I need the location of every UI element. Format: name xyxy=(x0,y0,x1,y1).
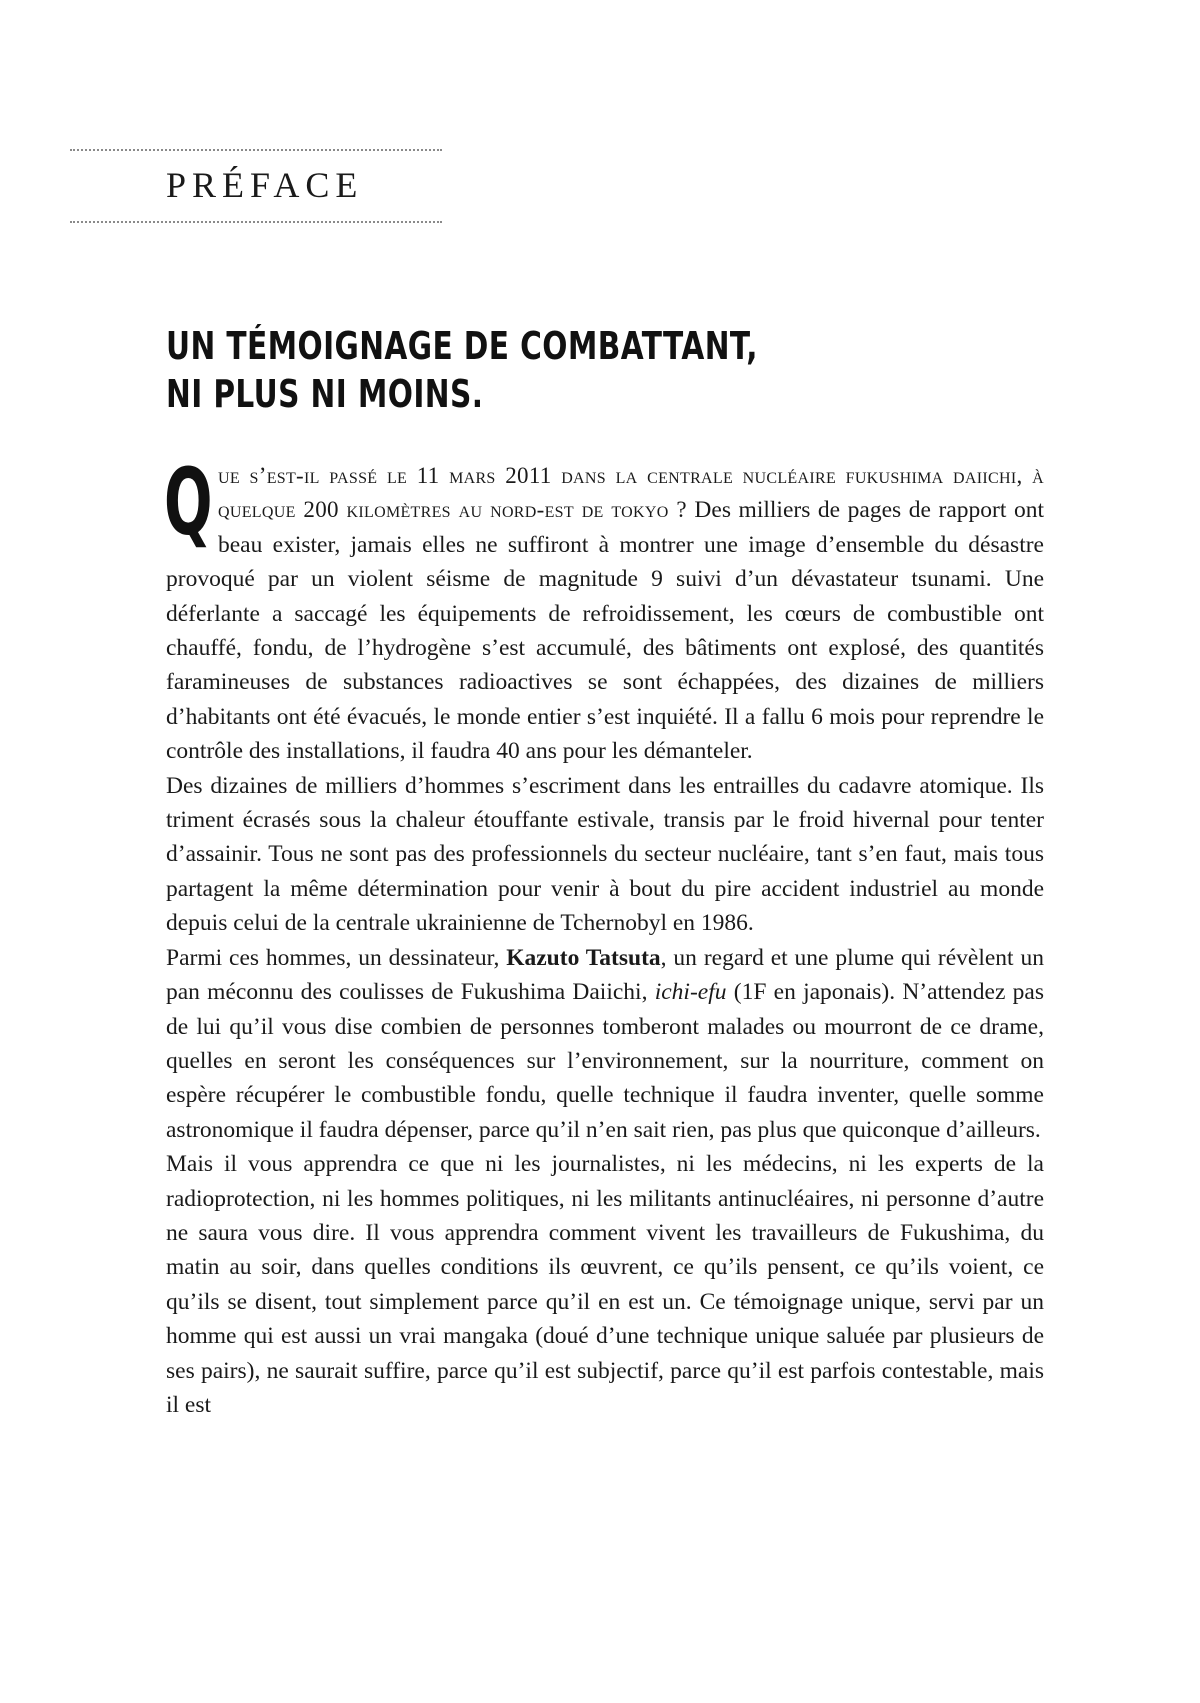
chapter-headline xyxy=(166,322,868,418)
paragraph-2: Des dizaines de milliers d’hommes s’escriment dans les entrailles du cadavre atomique. Ils triment écrasés sous la chaleur étouffante estivale, transis par le froid hivernal pour tenter d’assainir. Tous ne sont pas des professionnels du secteur nucléaire, tant s’en faut, mais tous partagent la même détermination pour venir à bout du pire accident industriel au monde depuis celui de la centrale ukrainienne de Tchernobyl en 1986. xyxy=(166,772,1044,937)
headline-line-1: UN TÉMOIGNAGE DE COMBATTANT, xyxy=(166,324,758,368)
paragraph-3-after: (1F en japonais). N’attendez pas de lui qu’il vous dise combien de personnes tomberont malades ou mourront de ce drame, quelles en seront les conséquences sur l’environnement, sur la nourriture, comment on espère récupérer le combustible fondu, quelle technique il faudra inventer, quelle somme astronomique il faudra dépenser, parce qu’il n’en sait rien, pas plus que quiconque d’ailleurs. xyxy=(166,979,1044,1143)
paragraph-3-before: Parmi ces hommes, un dessinateur, xyxy=(166,944,507,971)
author-name: Kazuto Tatsuta xyxy=(506,944,661,971)
paragraph-3-middle: , un regard et une plume qui révèlent un pan méconnu des coulisses de Fukushima Daiichi, xyxy=(166,944,1044,1006)
bottom-dotted-divider xyxy=(70,221,442,223)
headline-line-2: NI PLUS NI MOINS. xyxy=(166,372,484,416)
paragraph-4: Mais il vous apprendra ce que ni les journalistes, ni les médecins, ni les experts de la radioprotection, ni les hommes politiques, ni les militants antinucléaires, ni personne d’autre ne saura vous dire. Il vous apprendra comment vivent les travailleurs de Fukushima, du matin au soir, dans quelles conditions ils œuvrent, ce qu’ils pensent, ce qu’ils voient, ce qu’ils se disent, tout simplement parce qu’il en est un. Ce témoignage unique, servi par un homme qui est aussi un vrai mangaka (doué d’une technique unique saluée par plusieurs de ses pairs), ne saurait suffire, parce qu’il est subjectif, parce qu’il est parfois contestable, mais il est xyxy=(166,1151,1044,1418)
paragraph-1-smallcaps-opening: ue s’est-il passé le 11 mars 2011 dans la centrale nucléaire fukushima daiichi, à quelque 200 kilomètres au nord-est de tokyo ? xyxy=(218,463,1044,523)
paragraph-1 xyxy=(164,449,1044,769)
paragraph-3 xyxy=(166,941,1044,1147)
section-header xyxy=(70,149,442,223)
drop-cap: Q xyxy=(164,449,213,556)
paragraph-1-text: Des milliers de pages de rapport ont beau exister, jamais elles ne suffiront à montrer une image d’ensemble du désastre provoqué par un violent séisme de magnitude 9 suivi d’un dévastateur tsunami. Une déferlante a saccagé les équipements de refroidissement, les cœurs de combustible ont chauffé, fondu, de l’hydrogène s’est accumulé, des bâtiments ont explosé, des quantités faramineuses de substances radioactives se sont échappées, des dizaines de milliers d’habitants ont été évacués, le monde entier s’est inquiété. Il a fallu 6 mois pour reprendre le contrôle des installations, il faudra 40 ans pour les démanteler. xyxy=(166,497,1044,765)
japanese-term: ichi-efu xyxy=(654,979,727,1006)
section-title: PRÉFACE xyxy=(166,165,364,205)
body-text xyxy=(164,449,1044,1422)
top-dotted-divider xyxy=(70,149,442,151)
